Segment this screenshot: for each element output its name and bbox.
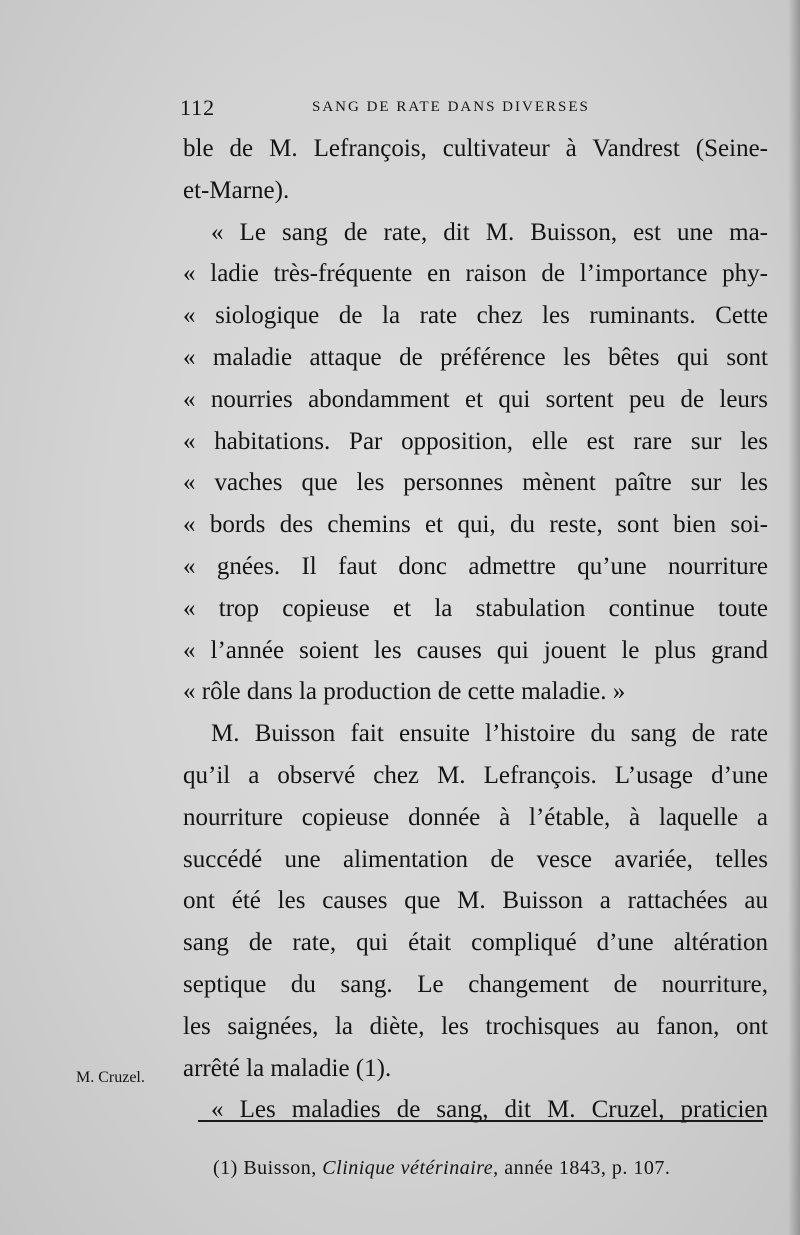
text-line: septique du sang. Le changement de nourriture, — [183, 970, 768, 998]
text-line: « ladie très-fréquente en raison de l’importance phy- — [183, 260, 768, 288]
running-title: SANG DE RATE DANS DIVERSES — [312, 99, 590, 115]
text-line: qu’il a observé chez M. Lefrançois. L’usage d’une — [183, 761, 768, 789]
page-edge-shadow — [788, 0, 800, 1235]
page-number: 112 — [180, 95, 216, 120]
text-line: « Le sang de rate, dit M. Buisson, est une ma- — [211, 218, 768, 246]
page-header — [180, 95, 740, 125]
body-text — [183, 128, 768, 1131]
footnote-author: Buisson, — [243, 1157, 317, 1179]
footnote-marker: (1) — [213, 1157, 238, 1179]
text-line: nourriture copieuse donnée à l’étable, à laquelle a — [183, 803, 768, 831]
text-line: sang de rate, qui était compliqué d’une altération — [183, 929, 768, 957]
text-line: « nourries abondamment et qui sortent peu de leurs — [183, 385, 768, 413]
text-line: « habitations. Par opposition, elle est rare sur les — [183, 427, 768, 455]
text-line: « vaches que les personnes mènent paître sur les — [183, 469, 768, 497]
text-line: « l’année soient les causes qui jouent le plus grand — [183, 636, 768, 664]
text-line: succédé une alimentation de vesce avariée, telles — [183, 845, 768, 873]
footnote — [213, 1155, 670, 1181]
text-line: « maladie attaque de préférence les bêtes qui sont — [183, 343, 768, 371]
text-line: « rôle dans la production de cette maladie. » — [183, 678, 626, 706]
text-line: « Les maladies de sang, dit M. Cruzel, praticien — [211, 1096, 768, 1124]
footnote-rule — [198, 1120, 763, 1122]
footnote-title: Clinique vétérinaire, — [322, 1157, 499, 1179]
text-line: M. Buisson fait ensuite l’histoire du sang de rate — [211, 720, 768, 748]
footnote-citation: année 1843, p. 107. — [504, 1157, 671, 1179]
text-line: et-Marne). — [183, 176, 290, 204]
margin-note: M. Cruzel. — [76, 1069, 145, 1086]
text-line: « bords des chemins et qui, du reste, sont bien soi- — [183, 511, 768, 539]
text-line: ont été les causes que M. Buisson a rattachées au — [183, 887, 768, 915]
text-line: « siologique de la rate chez les ruminants. Cette — [183, 302, 768, 330]
text-line: « gnées. Il faut donc admettre qu’une nourriture — [183, 552, 768, 580]
text-line: ble de M. Lefrançois, cultivateur à Vandrest (Seine- — [183, 135, 768, 162]
text-line: arrêté la maladie (1). — [183, 1054, 392, 1082]
text-line: les saignées, la diète, les trochisques au fanon, ont — [183, 1012, 768, 1040]
text-line: « trop copieuse et la stabulation continue toute — [183, 594, 768, 622]
